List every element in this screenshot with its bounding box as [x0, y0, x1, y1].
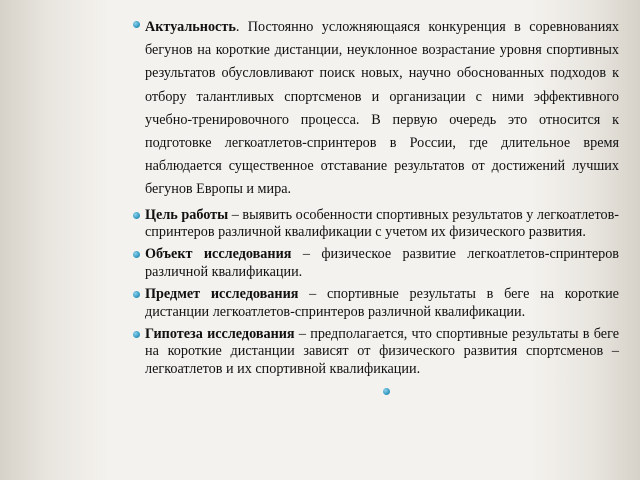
list-item-subject — [131, 286, 619, 321]
relevance-text: Постоянно усложняющаяся конкуренция в соревнованиях бегунов на короткие дистанции, неуклонное возрастание уровня спортивных результатов обусловливают поиск новых, научно обоснованных подходов к отбору талантливых спортсменов и организации с ними эффективного учебно-тренировочного процесса. В первую очередь это относится к подготовке легкоатлетов-спринтеров в России, где длительное время наблюдается существенное отставание результатов от достижений лучших бегунов Европы и мира. — [145, 19, 619, 198]
relevance-separator: . — [235, 19, 240, 35]
hypothesis-text: – предполагается, что спортивные результаты в беге на короткие дистанции зависят от физического развития спортсменов – легкоатлетов и их спортивной квалификации. — [145, 326, 619, 377]
bullet-list — [131, 16, 619, 378]
list-item-hypothesis — [131, 326, 619, 378]
relevance-term: Актуальность — [145, 19, 236, 35]
bullet-icon — [133, 21, 140, 28]
object-text: – физическое развитие легкоатлетов-спринтеров различной квалификации. — [145, 246, 620, 280]
goal-text: – выявить особенности спортивных результатов у легкоатлетов-спринтеров различной квалификации с учетом их физического развития. — [145, 206, 620, 241]
subject-text: – спортивные результаты в беге на короткие дистанции легкоатлетов-спринтеров различной квалификации. — [145, 286, 619, 320]
object-term: Объект исследования — [145, 246, 292, 263]
bullet-icon — [133, 331, 140, 338]
bullet-icon — [133, 291, 140, 298]
bullet-icon — [133, 212, 140, 219]
goal-term: Цель работы — [145, 206, 229, 223]
bullet-icon — [133, 251, 140, 258]
list-item-relevance — [131, 16, 619, 202]
list-item-object — [131, 246, 619, 281]
slide-content — [131, 16, 619, 383]
list-item-goal — [131, 207, 619, 242]
hypothesis-term: Гипотеза исследования — [145, 326, 295, 343]
subject-term: Предмет исследования — [145, 286, 299, 303]
empty-bullet-icon — [383, 388, 390, 395]
left-edge-gradient — [0, 0, 110, 480]
